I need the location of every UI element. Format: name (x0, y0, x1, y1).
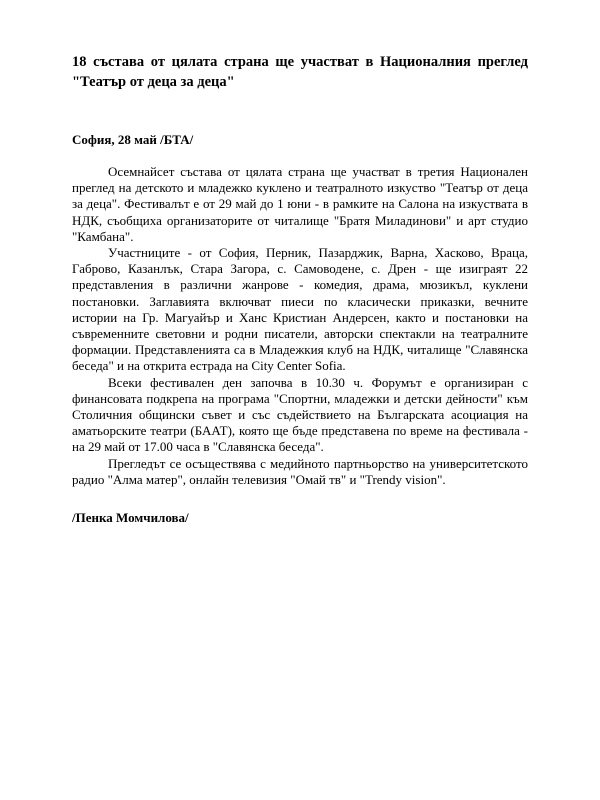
article-body (72, 164, 528, 488)
paragraph: Всеки фестивален ден започва в 10.30 ч. Форумът е организиран с финансовата подкрепа на програма "Спортни, младежки и детски дейности" към Столичния общински съвет и със съдействието на Българската асоциация на аматьорските театри (БААТ), която ще бъде представена по време на фестивала - на 29 май от 17.00 часа в "Славянска беседа". (72, 374, 528, 455)
article-author: /Пенка Момчилова/ (72, 510, 189, 526)
paragraph: Прегледът се осъществява с медийното партньорство на университетското радио "Алма матер", онлайн телевизия "Омай тв" и "Trendy vision". (72, 455, 528, 487)
article-title: 18 състава от цялата страна ще участват в Националния преглед "Театър от деца за деца" (72, 54, 528, 90)
paragraph: Участниците - от София, Перник, Пазарджик, Варна, Хасково, Враца, Габрово, Казанлък, Стара Загора, с. Самоводене, с. Дрен - ще изиграят 22 представления в различни жанрове - комедия, драма, мюзикъл, куклени постановки. Заглавията включват пиеси по класически приказки, вечните истории на Гр. Магуайър и Ханс Кристиан Андерсен, както и постановки на съвременните световни и родни писатели, авторски спектакли на театралните формации. Представленията са в Младежкия клуб на НДК, читалище "Славянска беседа" и на открита естрада на City Center Sofia. (72, 245, 528, 374)
article-dateline: София, 28 май /БТА/ (72, 132, 194, 147)
paragraph: Осемнайсет състава от цялата страна ще участват в третия Национален преглед на детското и младежко куклено и театралното изкуство "Театър от деца за деца". Фестивалът е от 29 май до 1 юни - в рамките на Салона на изкуствата в НДК, съобщиха организаторите от читалище "Братя Миладинови" и арт студио "Камбана". (72, 164, 528, 244)
document-page (72, 52, 528, 526)
